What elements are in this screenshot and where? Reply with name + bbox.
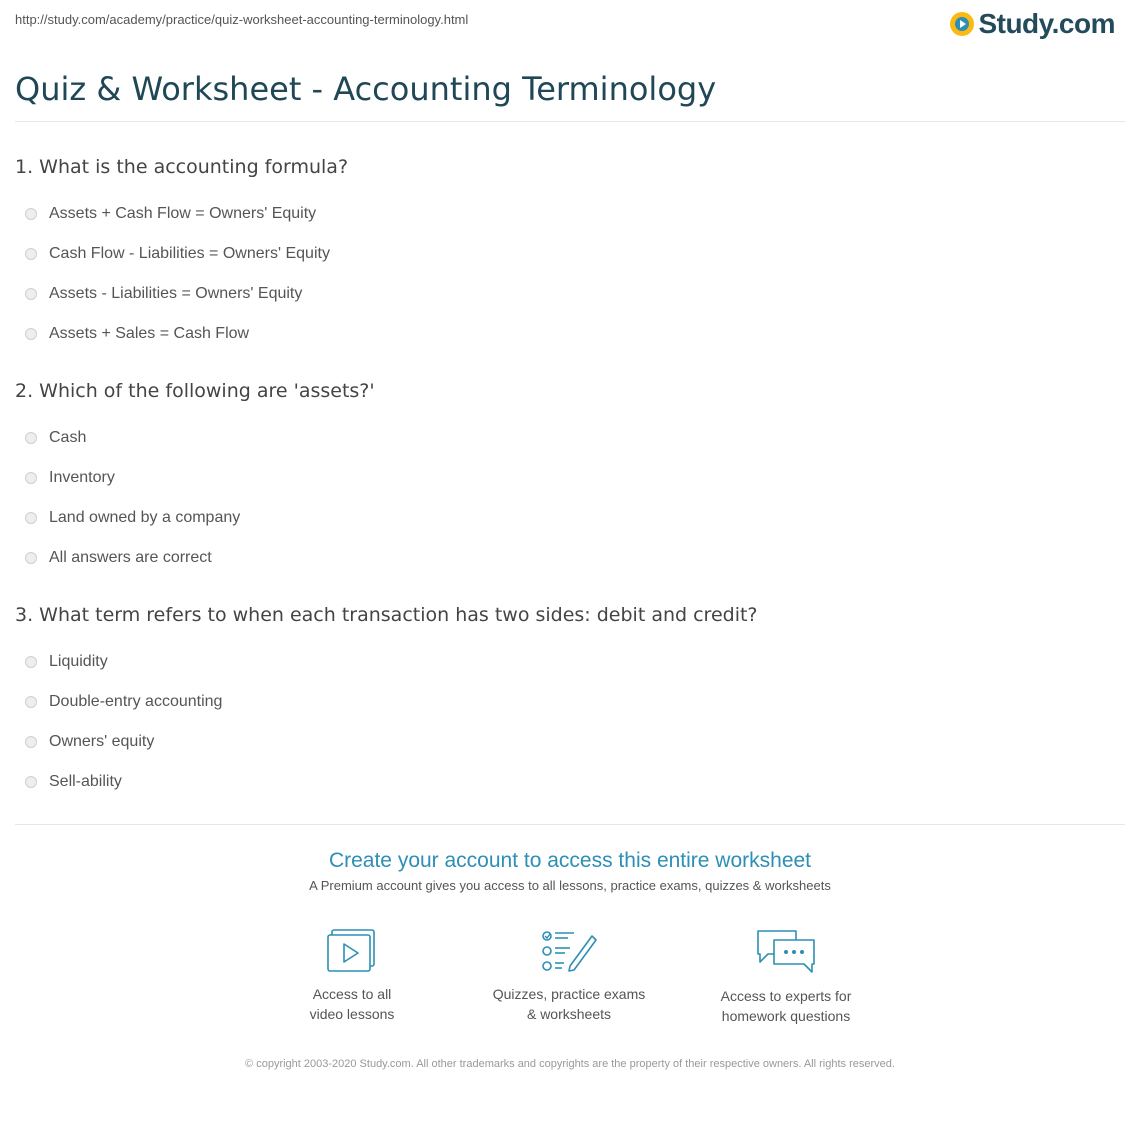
radio-button[interactable] [25,552,37,564]
copyright-text: © copyright 2003-2020 Study.com. All other trademarks and copyrights are the property of their respective owners. All rights reserved. [245,1058,895,1070]
question-3 [15,600,1115,802]
option-label[interactable]: Owners' equity [49,733,155,750]
cta-subtitle: A Premium account gives you access to all lessons, practice exams, quizzes & worksheets [309,878,831,893]
page-url[interactable]: http://study.com/academy/practice/quiz-worksheet-accounting-terminology.html [15,12,469,27]
feature-quizzes [469,928,669,1024]
study-logo[interactable] [950,8,1115,40]
answer-option[interactable] [15,274,1115,314]
radio-button[interactable] [25,208,37,220]
question-2 [15,376,1115,578]
question-title: 3. What term refers to when each transaction has two sides: debit and credit? [15,604,758,626]
answer-option[interactable] [15,722,1115,762]
quiz-checklist-icon [540,928,598,974]
option-label[interactable]: All answers are correct [49,549,212,566]
feature-label: Access to experts for homework questions [720,988,852,1024]
radio-button[interactable] [25,656,37,668]
option-label[interactable]: Land owned by a company [49,509,241,526]
chat-bubbles-icon [754,928,818,976]
radio-button[interactable] [25,736,37,748]
answer-option[interactable] [15,538,1115,578]
page-title: Quiz & Worksheet - Accounting Terminology [15,70,717,108]
radio-button[interactable] [25,472,37,484]
answer-option[interactable] [15,194,1115,234]
radio-button[interactable] [25,512,37,524]
answer-option[interactable] [15,458,1115,498]
option-label[interactable]: Liquidity [49,653,108,670]
answer-option[interactable] [15,314,1115,354]
answer-option[interactable] [15,418,1115,458]
radio-button[interactable] [25,248,37,260]
question-title: 2. Which of the following are 'assets?' [15,380,375,402]
radio-button[interactable] [25,288,37,300]
option-label[interactable]: Assets + Cash Flow = Owners' Equity [49,205,317,222]
question-1 [15,152,1115,354]
answer-option[interactable] [15,682,1115,722]
radio-button[interactable] [25,776,37,788]
feature-video-lessons [252,928,452,1024]
radio-button[interactable] [25,696,37,708]
option-label[interactable]: Inventory [49,469,115,486]
title-divider [15,121,1125,122]
feature-label: Quizzes, practice exams & worksheets [492,986,646,1022]
feature-label: Access to all video lessons [309,986,395,1022]
feature-experts [686,928,886,1026]
video-lesson-icon [326,928,378,974]
top-bar [15,0,1125,50]
logo-text: Study.com [978,8,1115,39]
answer-option[interactable] [15,762,1115,802]
question-title: 1. What is the accounting formula? [15,156,349,178]
option-label[interactable]: Assets - Liabilities = Owners' Equity [49,285,303,302]
cta-title-link[interactable]: Create your account to access this entire worksheet [328,849,812,872]
answer-option[interactable] [15,234,1115,274]
option-label[interactable]: Sell-ability [49,773,122,790]
option-label[interactable]: Cash Flow - Liabilities = Owners' Equity [49,245,330,262]
option-label[interactable]: Assets + Sales = Cash Flow [49,325,250,342]
option-label[interactable]: Double-entry accounting [49,693,223,710]
answer-option[interactable] [15,498,1115,538]
study-play-icon [950,12,974,36]
radio-button[interactable] [25,432,37,444]
cta-divider [15,824,1125,825]
answer-option[interactable] [15,642,1115,682]
option-label[interactable]: Cash [49,429,87,446]
radio-button[interactable] [25,328,37,340]
signup-cta [0,848,1140,893]
